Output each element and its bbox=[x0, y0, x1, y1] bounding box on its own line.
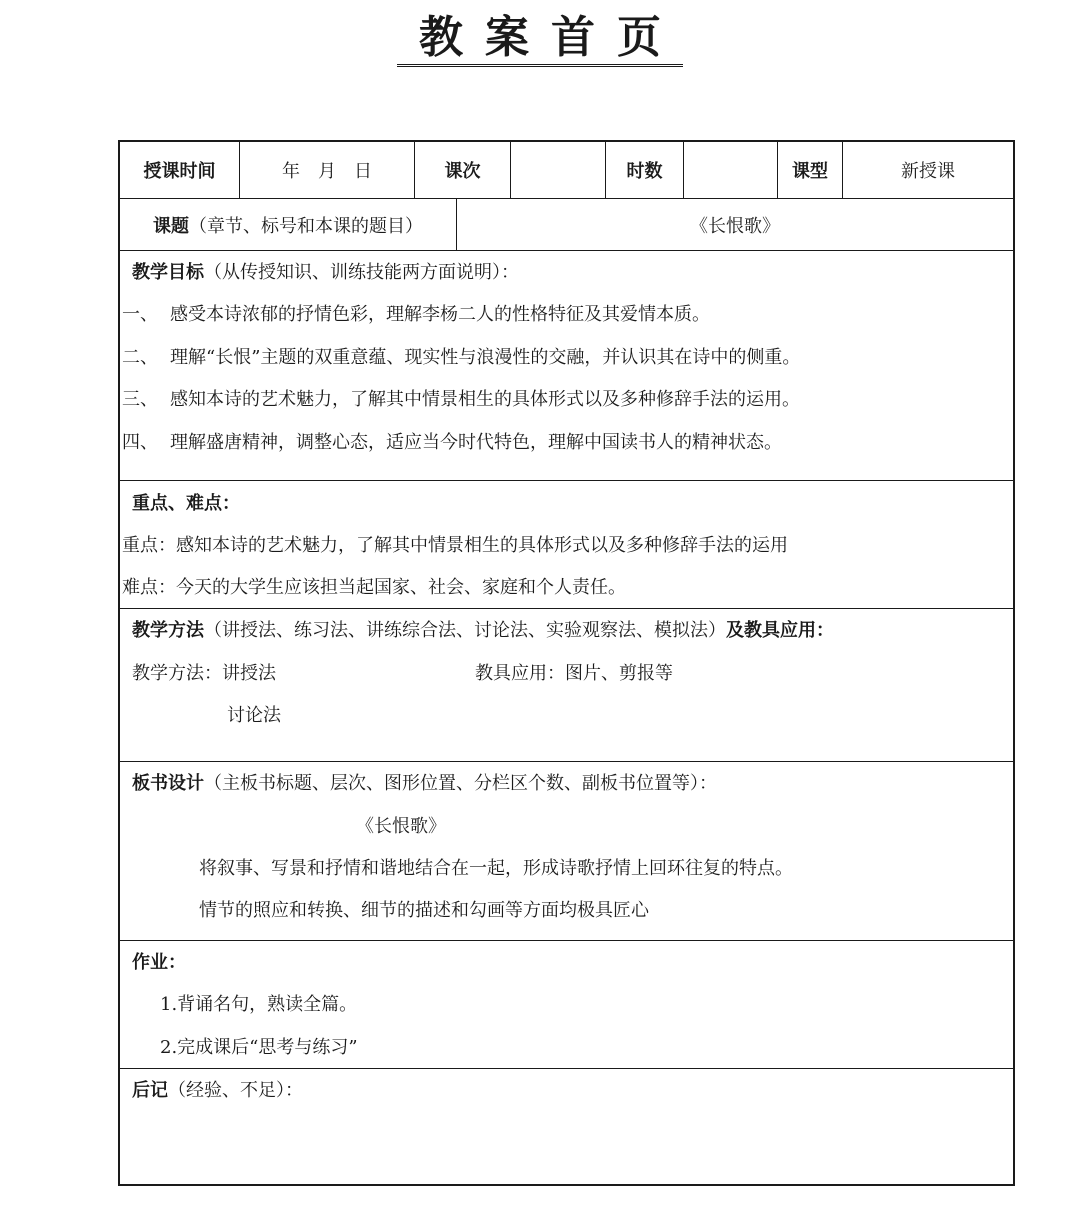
topic-label-bold: 课题 bbox=[153, 215, 189, 237]
key-point: 重点：感知本诗的艺术魅力，了解其中情景相生的具体形式以及多种修辞手法的运用 bbox=[122, 535, 788, 556]
board-heading-bold: 板书设计 bbox=[132, 773, 204, 794]
row-divider bbox=[120, 940, 1013, 941]
difficult-point: 难点：今天的大学生应该担当起国家、社会、家庭和个人责任。 bbox=[122, 577, 626, 598]
afterword-heading-bold: 后记 bbox=[132, 1080, 168, 1101]
teaching-method: 教学方法：讲授法 bbox=[132, 663, 276, 684]
board-heading bbox=[132, 772, 717, 796]
row-divider bbox=[120, 761, 1013, 762]
objective-text: 感受本诗浓郁的抒情色彩，理解李杨二人的性格特征及其爱情本质。 bbox=[170, 304, 710, 325]
methods-heading-bold: 教学方法 bbox=[132, 620, 204, 641]
teaching-method-2: 讨论法 bbox=[227, 705, 281, 726]
hours-value bbox=[684, 142, 777, 198]
objective-number: 二、 bbox=[122, 347, 158, 368]
objective-text: 理解“长恨”主题的双重意蕴、现实性与浪漫性的交融，并认识其在诗中的侧重。 bbox=[170, 347, 801, 368]
time-value: 年 月 日 bbox=[282, 161, 372, 182]
board-line: 将叙事、写景和抒情和谐地结合在一起，形成诗歌抒情上回环往复的特点。 bbox=[199, 858, 793, 879]
page-title: 教案首页 bbox=[0, 8, 1080, 68]
lesson-number-value bbox=[511, 142, 605, 198]
afterword-heading-hint: （经验、不足）： bbox=[168, 1080, 303, 1101]
objective-text: 感知本诗的艺术魅力，了解其中情景相生的具体形式以及多种修辞手法的运用。 bbox=[170, 389, 800, 410]
teaching-tools: 教具应用：图片、剪报等 bbox=[475, 663, 673, 684]
lesson-type-value: 新授课 bbox=[901, 161, 955, 182]
lesson-plan-table bbox=[118, 140, 1015, 1186]
board-line: 情节的照应和转换、细节的描述和勾画等方面均极具匠心 bbox=[199, 900, 649, 921]
hours-label: 时数 bbox=[626, 161, 663, 182]
homework-heading: 作业： bbox=[132, 952, 186, 973]
homework-item: 2.完成课后“思考与练习” bbox=[160, 1037, 358, 1058]
objectives-heading-hint: （从传授知识、训练技能两方面说明）： bbox=[204, 262, 519, 283]
topic-label bbox=[120, 199, 456, 250]
row-divider bbox=[120, 250, 1013, 251]
afterword-heading bbox=[132, 1079, 303, 1103]
time-label: 授课时间 bbox=[143, 161, 216, 182]
objective-text: 理解盛唐精神，调整心态，适应当今时代特色，理解中国读书人的精神状态。 bbox=[170, 432, 782, 453]
objective-number: 一、 bbox=[122, 304, 158, 325]
methods-heading-hint: （讲授法、练习法、讲练综合法、讨论法、实验观察法、模拟法） bbox=[204, 620, 726, 641]
row-divider bbox=[120, 1068, 1013, 1069]
topic-label-hint: （章节、标号和本课的题目） bbox=[189, 215, 423, 237]
objective-number: 四、 bbox=[122, 432, 158, 453]
tools-heading-bold: 及教具应用： bbox=[726, 620, 834, 641]
board-title: 《长恨歌》 bbox=[356, 816, 446, 837]
lesson-number-label: 课次 bbox=[444, 161, 481, 182]
homework-item: 1.背诵名句，熟读全篇。 bbox=[160, 994, 358, 1015]
row-divider bbox=[120, 480, 1013, 481]
objectives-heading bbox=[132, 261, 519, 285]
topic-value: 《长恨歌》 bbox=[690, 215, 780, 237]
row-divider bbox=[120, 608, 1013, 609]
board-heading-hint: （主板书标题、层次、图形位置、分栏区个数、副板书位置等）： bbox=[204, 773, 717, 794]
lesson-type-label: 课型 bbox=[792, 161, 828, 182]
key-points-heading: 重点、难点： bbox=[132, 493, 240, 514]
objectives-heading-bold: 教学目标 bbox=[132, 262, 204, 283]
objective-number: 三、 bbox=[122, 389, 158, 410]
methods-heading bbox=[132, 619, 834, 643]
